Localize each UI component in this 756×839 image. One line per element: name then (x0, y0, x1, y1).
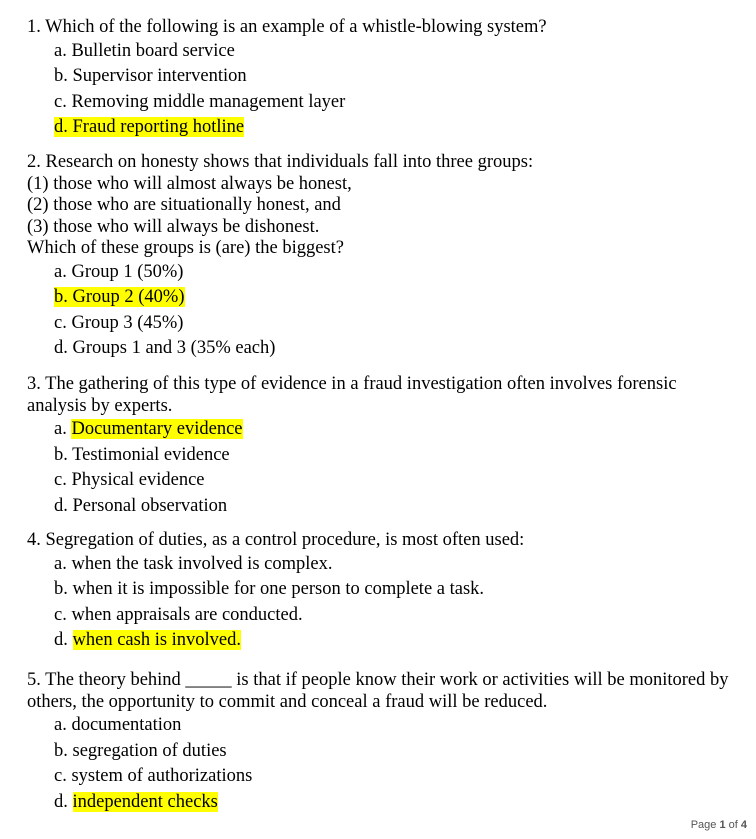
footer-prefix: Page (690, 818, 720, 831)
option-text: documentation (71, 715, 182, 735)
answer-option-b (54, 285, 742, 311)
option-letter: d. (54, 791, 73, 812)
answer-option-a (54, 260, 742, 286)
option-text: Group 3 (45%) (71, 312, 184, 333)
answer-option-d (54, 628, 742, 654)
question-stem (27, 152, 742, 260)
option-letter: d. (54, 338, 73, 358)
option-text: Physical evidence (71, 470, 205, 490)
option-letter: d. (54, 630, 73, 650)
answer-option-d (54, 790, 742, 816)
answer-option-c (54, 90, 742, 116)
answer-option-d (54, 336, 742, 362)
option-letter: b. (54, 66, 73, 86)
option-text-highlighted: Documentary evidence (71, 419, 243, 439)
option-text: Group 1 (50%) (71, 261, 184, 282)
option-text: system of authorizations (71, 766, 253, 786)
question-stem (27, 17, 742, 39)
option-letter: b. (54, 740, 73, 761)
option-letter: a. (54, 419, 72, 439)
option-text-highlighted: when cash is involved. (72, 630, 242, 650)
answer-option-b (54, 443, 742, 469)
option-text-highlighted: Fraud reporting hotline (72, 117, 245, 137)
question-2 (27, 152, 742, 362)
question-stem-line: analysis by experts. (27, 395, 173, 416)
option-letter: d. (54, 495, 73, 516)
option-text: when appraisals are conducted. (71, 604, 303, 625)
answer-option-c (54, 311, 742, 337)
option-letter: c. (54, 604, 72, 625)
option-text-highlighted: Group 2 (40%) (72, 287, 185, 307)
answer-option-a (54, 713, 742, 739)
question-stem-line: 5. The theory behind _____ is that if people know their work or activities will be monitored by (27, 670, 729, 690)
question-stem (27, 670, 742, 713)
option-text: Personal observation (72, 495, 228, 516)
answer-option-c (54, 603, 742, 629)
question-stem-line: Which of these groups is (are) the biggest? (27, 238, 344, 258)
footer-middle: of (725, 818, 741, 831)
option-letter: a. (54, 40, 72, 61)
option-letter: d. (54, 117, 73, 137)
question-stem-line: 1. Which of the following is an example of a whistle-blowing system? (27, 17, 547, 37)
option-letter: b. (54, 444, 73, 465)
answer-option-c (54, 468, 742, 494)
answer-option-b (54, 739, 742, 765)
answer-option-a (54, 552, 742, 578)
option-text: Groups 1 and 3 (35% each) (72, 338, 276, 358)
option-letter: a. (54, 553, 72, 574)
answer-option-b (54, 64, 742, 90)
question-stem-line: 2. Research on honesty shows that individuals fall into three groups: (27, 152, 534, 172)
answer-option-a (54, 39, 742, 65)
answer-option-d (54, 494, 742, 520)
question-stem-line: 4. Segregation of duties, as a control procedure, is most often used: (27, 530, 525, 550)
answer-option-d (54, 115, 742, 141)
question-4 (27, 530, 742, 654)
option-text: Supervisor intervention (72, 66, 247, 86)
question-stem (27, 374, 742, 417)
option-letter: c. (54, 312, 72, 333)
question-stem-line: 3. The gathering of this type of evidence in a fraud investigation often involves forensic (27, 374, 677, 394)
question-stem-line: others, the opportunity to commit and conceal a fraud will be reduced. (27, 691, 548, 712)
answer-option-c (54, 764, 742, 790)
question-stem-line: (1) those who will almost always be honest, (27, 173, 352, 194)
option-text-highlighted: independent checks (72, 791, 218, 812)
option-letter: c. (54, 470, 72, 490)
option-letter: a. (54, 715, 72, 735)
question-stem-line: (3) those who will always be dishonest. (27, 216, 320, 237)
option-letter: b. (54, 287, 73, 307)
page-footer (691, 815, 747, 837)
option-letter: c. (54, 91, 72, 112)
question-stem (27, 530, 742, 552)
option-text: segregation of duties (72, 740, 227, 761)
answer-option-b (54, 577, 742, 603)
option-letter: c. (54, 766, 72, 786)
footer-total-pages: 4 (740, 818, 747, 831)
option-text: when it is impossible for one person to complete a task. (72, 579, 485, 599)
option-letter: b. (54, 579, 73, 599)
option-text: Bulletin board service (71, 40, 235, 61)
question-stem-line: (2) those who are situationally honest, and (27, 195, 341, 215)
option-text: when the task involved is complex. (71, 553, 333, 574)
option-text: Removing middle management layer (71, 91, 346, 112)
answer-option-a (54, 417, 742, 443)
option-text: Testimonial evidence (72, 444, 230, 465)
option-letter: a. (54, 261, 72, 282)
question-5 (27, 670, 742, 815)
footer-current-page: 1 (719, 818, 726, 831)
question-1 (27, 17, 742, 141)
question-3 (27, 374, 742, 519)
